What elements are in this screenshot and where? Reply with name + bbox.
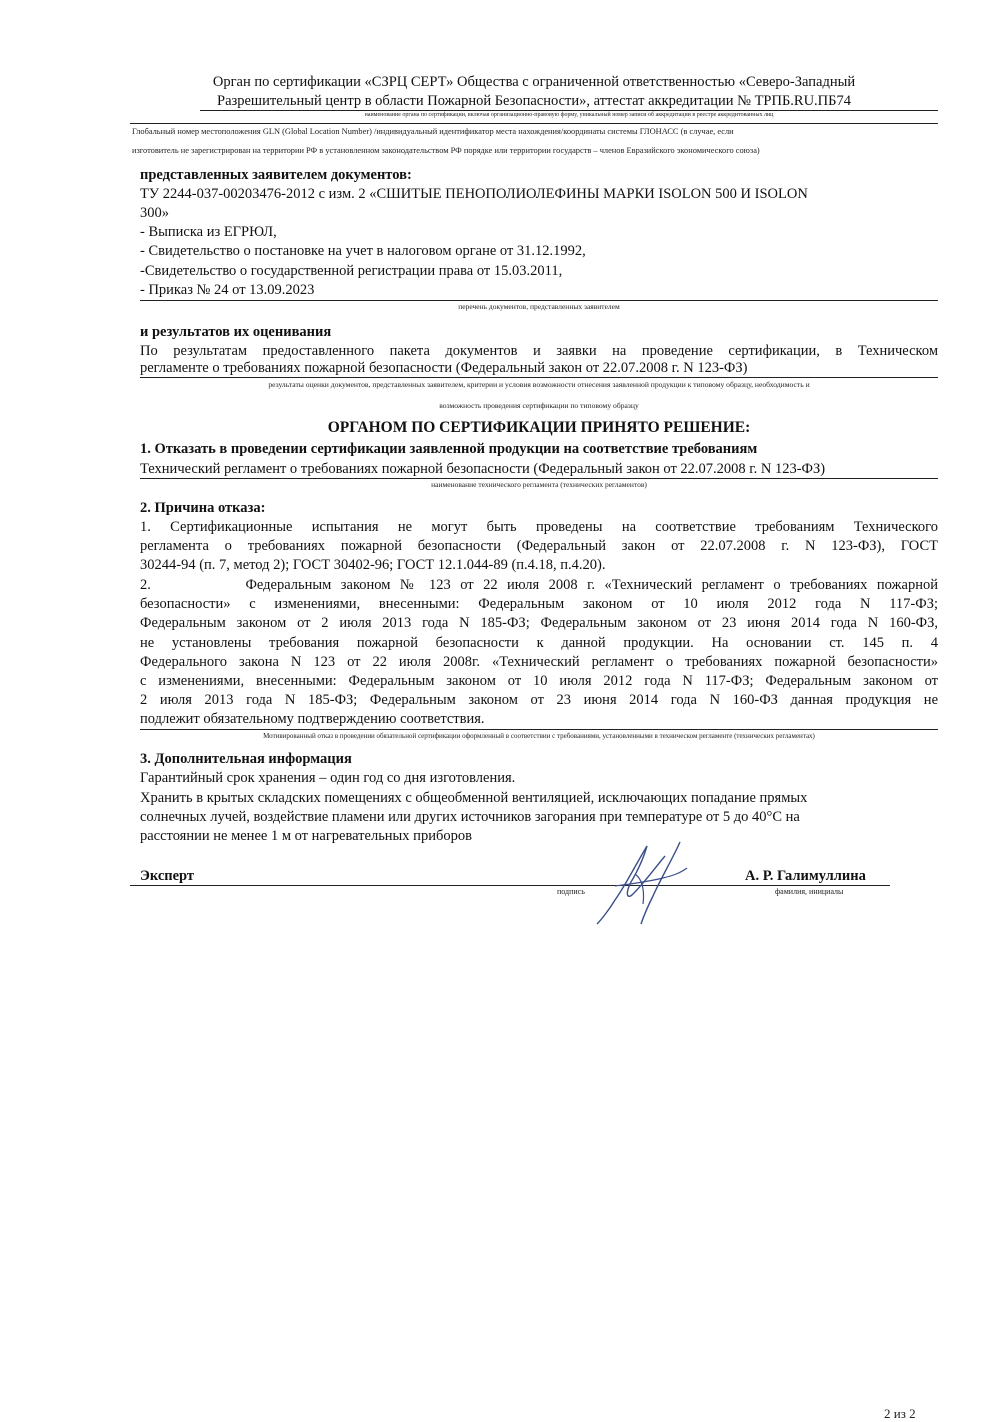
expert-label: Эксперт (140, 868, 195, 884)
reason-p2-line: подлежит обязательному подтверждению соответствия. (140, 711, 485, 727)
additional-heading: 3. Дополнительная информация (140, 751, 352, 767)
additional-line: солнечных лучей, воздействие пламени или других источников загорания при температуре от 5 до 40°С на (140, 809, 800, 825)
evaluation-line-2: регламенте о требованиях пожарной безопасности (Федеральный закон от 22.07.2008 г. N 123-ФЗ) (140, 360, 748, 376)
certification-body-caption: наименование органа по сертификации, включая организационно-правовую форму, уникальный номер записи об аккредитации в реестре аккредитованных лиц (364, 112, 774, 118)
decision-title: ОРГАНОМ ПО СЕРТИФИКАЦИИ ПРИНЯТО РЕШЕНИЕ: (327, 419, 751, 436)
evaluation-heading: и результатов их оценивания (140, 324, 332, 340)
document-item: -Свидетельство о государственной регистрации права от 15.03.2011, (140, 263, 563, 279)
regulation-name: Технический регламент о требованиях пожарной безопасности (Федеральный закон от 22.07.2008 г. N 123-ФЗ) (140, 461, 826, 477)
gln-rule (130, 123, 938, 124)
reason-p2-line: 2 июля 2013 года N 185-ФЗ; Федеральным законом от 23 июня 2014 года N 160-ФЗ данная продукция не (140, 692, 938, 708)
evaluation-caption-2: возможность проведения сертификации по типовому образцу (439, 401, 639, 410)
reason-rule (140, 729, 938, 730)
name-caption: фамилия, инициалы (775, 887, 844, 896)
regulation-caption: наименование технического регламента (технических регламентов) (431, 480, 647, 489)
additional-line: Хранить в крытых складских помещениях с общеобменной вентиляцией, исключающих попадание прямых (140, 790, 808, 806)
gln-line-2: изготовитель не зарегистрирован на территории РФ в установленном законодательством РФ порядке или территории государств – членов Евразийского экономического союза) (132, 146, 760, 155)
certification-body-line-1: Орган по сертификации «СЗРЦ СЕРТ» Общества с ограниченной ответственностью «Северо-Западный (212, 74, 856, 90)
reason-p2-line: безопасности» с изменениями, внесенными: Федеральным законом от 10 июля 2012 года N 117-ФЗ; (140, 596, 938, 612)
document-item: - Приказ № 24 от 13.09.2023 (140, 282, 315, 298)
reason-p1-line: 30244-94 (п. 7, метод 2); ГОСТ 30402-96; ГОСТ 12.1.044-89 (п.4.18, п.4.20). (140, 557, 606, 573)
evaluation-rule (140, 377, 938, 378)
signature-caption: подпись (557, 887, 585, 896)
documents-heading: представленных заявителем документов: (140, 167, 412, 183)
regulation-rule (140, 478, 938, 479)
reason-caption: Мотивированный отказ в проведении обязательной сертификации оформленный в соответствии с требованиями, установленными в техническом регламенте (технических регламентах) (263, 732, 815, 740)
gln-line-1: Глобальный номер местоположения GLN (Global Location Number) /индивидуальный идентификатор места нахождения/координаты системы ГЛОНАСС (в случае, если (132, 127, 734, 136)
reason-heading: 2. Причина отказа: (140, 500, 266, 516)
reason-p1-line: 1. Сертификационные испытания не могут быть проведены на соответствие требованиям Технического (140, 519, 938, 535)
tu-line-2: 300» (140, 205, 169, 221)
documents-caption: перечень документов, представленных заявителем (458, 302, 620, 311)
evaluation-line-1: По результатам предоставленного пакета документов и заявки на проведение сертификации, в Техническом (140, 343, 938, 359)
additional-line: расстоянии не менее 1 м от нагревательных приборов (140, 828, 472, 844)
handwritten-signature (585, 838, 695, 928)
reason-p2-line: Федеральным законом от 2 июля 2013 года N 185-ФЗ; Федеральным законом от 23 июня 2014 года N 160-ФЗ, (140, 615, 938, 631)
reason-p2-line: не установлены требования пожарной безопасности к данной продукции. На основании ст. 145 п. 4 (140, 635, 938, 651)
reason-p1-line: регламента о требованиях пожарной безопасности (Федеральный закон от 22.07.2008 г. N 123-ФЗ), ГОСТ (140, 538, 938, 554)
certification-body-line-2: Разрешительный центр в области Пожарной Безопасности», аттестат аккредитации № ТРПБ.RU.ПБ74 (217, 93, 851, 109)
evaluation-caption-1: результаты оценки документов, представленных заявителем, критерии и условия возможности отнесения заявленной продукции к типовому образцу, необходимость и (268, 380, 810, 389)
expert-name: А. Р. Галимуллина (745, 868, 866, 884)
decision-item-1: 1. Отказать в проведении сертификации заявленной продукции на соответствие требованиям (140, 441, 758, 457)
documents-rule (140, 300, 938, 301)
reason-p2-line: с изменениями, внесенными: Федеральным законом от 10 июля 2012 года N 117-ФЗ; Федеральным законом от (140, 673, 938, 689)
reason-p2-line: Федерального закона N 123 от 22 июля 2008г. «Технический регламент о требованиях пожарной безопасности» (140, 654, 938, 670)
tu-line-1: ТУ 2244-037-00203476-2012 с изм. 2 «СШИТЫЕ ПЕНОПОЛИОЛЕФИНЫ МАРКИ ISOLON 500 И ISOLON (140, 186, 808, 202)
document-item: - Выписка из ЕГРЮЛ, (140, 224, 277, 240)
reason-p2-line: 2. Федеральным законом № 123 от 22 июля 2008 г. «Технический регламент о требованиях пожарной (140, 577, 938, 593)
additional-line: Гарантийный срок хранения – один год со дня изготовления. (140, 770, 516, 786)
page-number: 2 из 2 (884, 1406, 916, 1421)
document-item: - Свидетельство о постановке на учет в налоговом органе от 31.12.1992, (140, 243, 586, 259)
